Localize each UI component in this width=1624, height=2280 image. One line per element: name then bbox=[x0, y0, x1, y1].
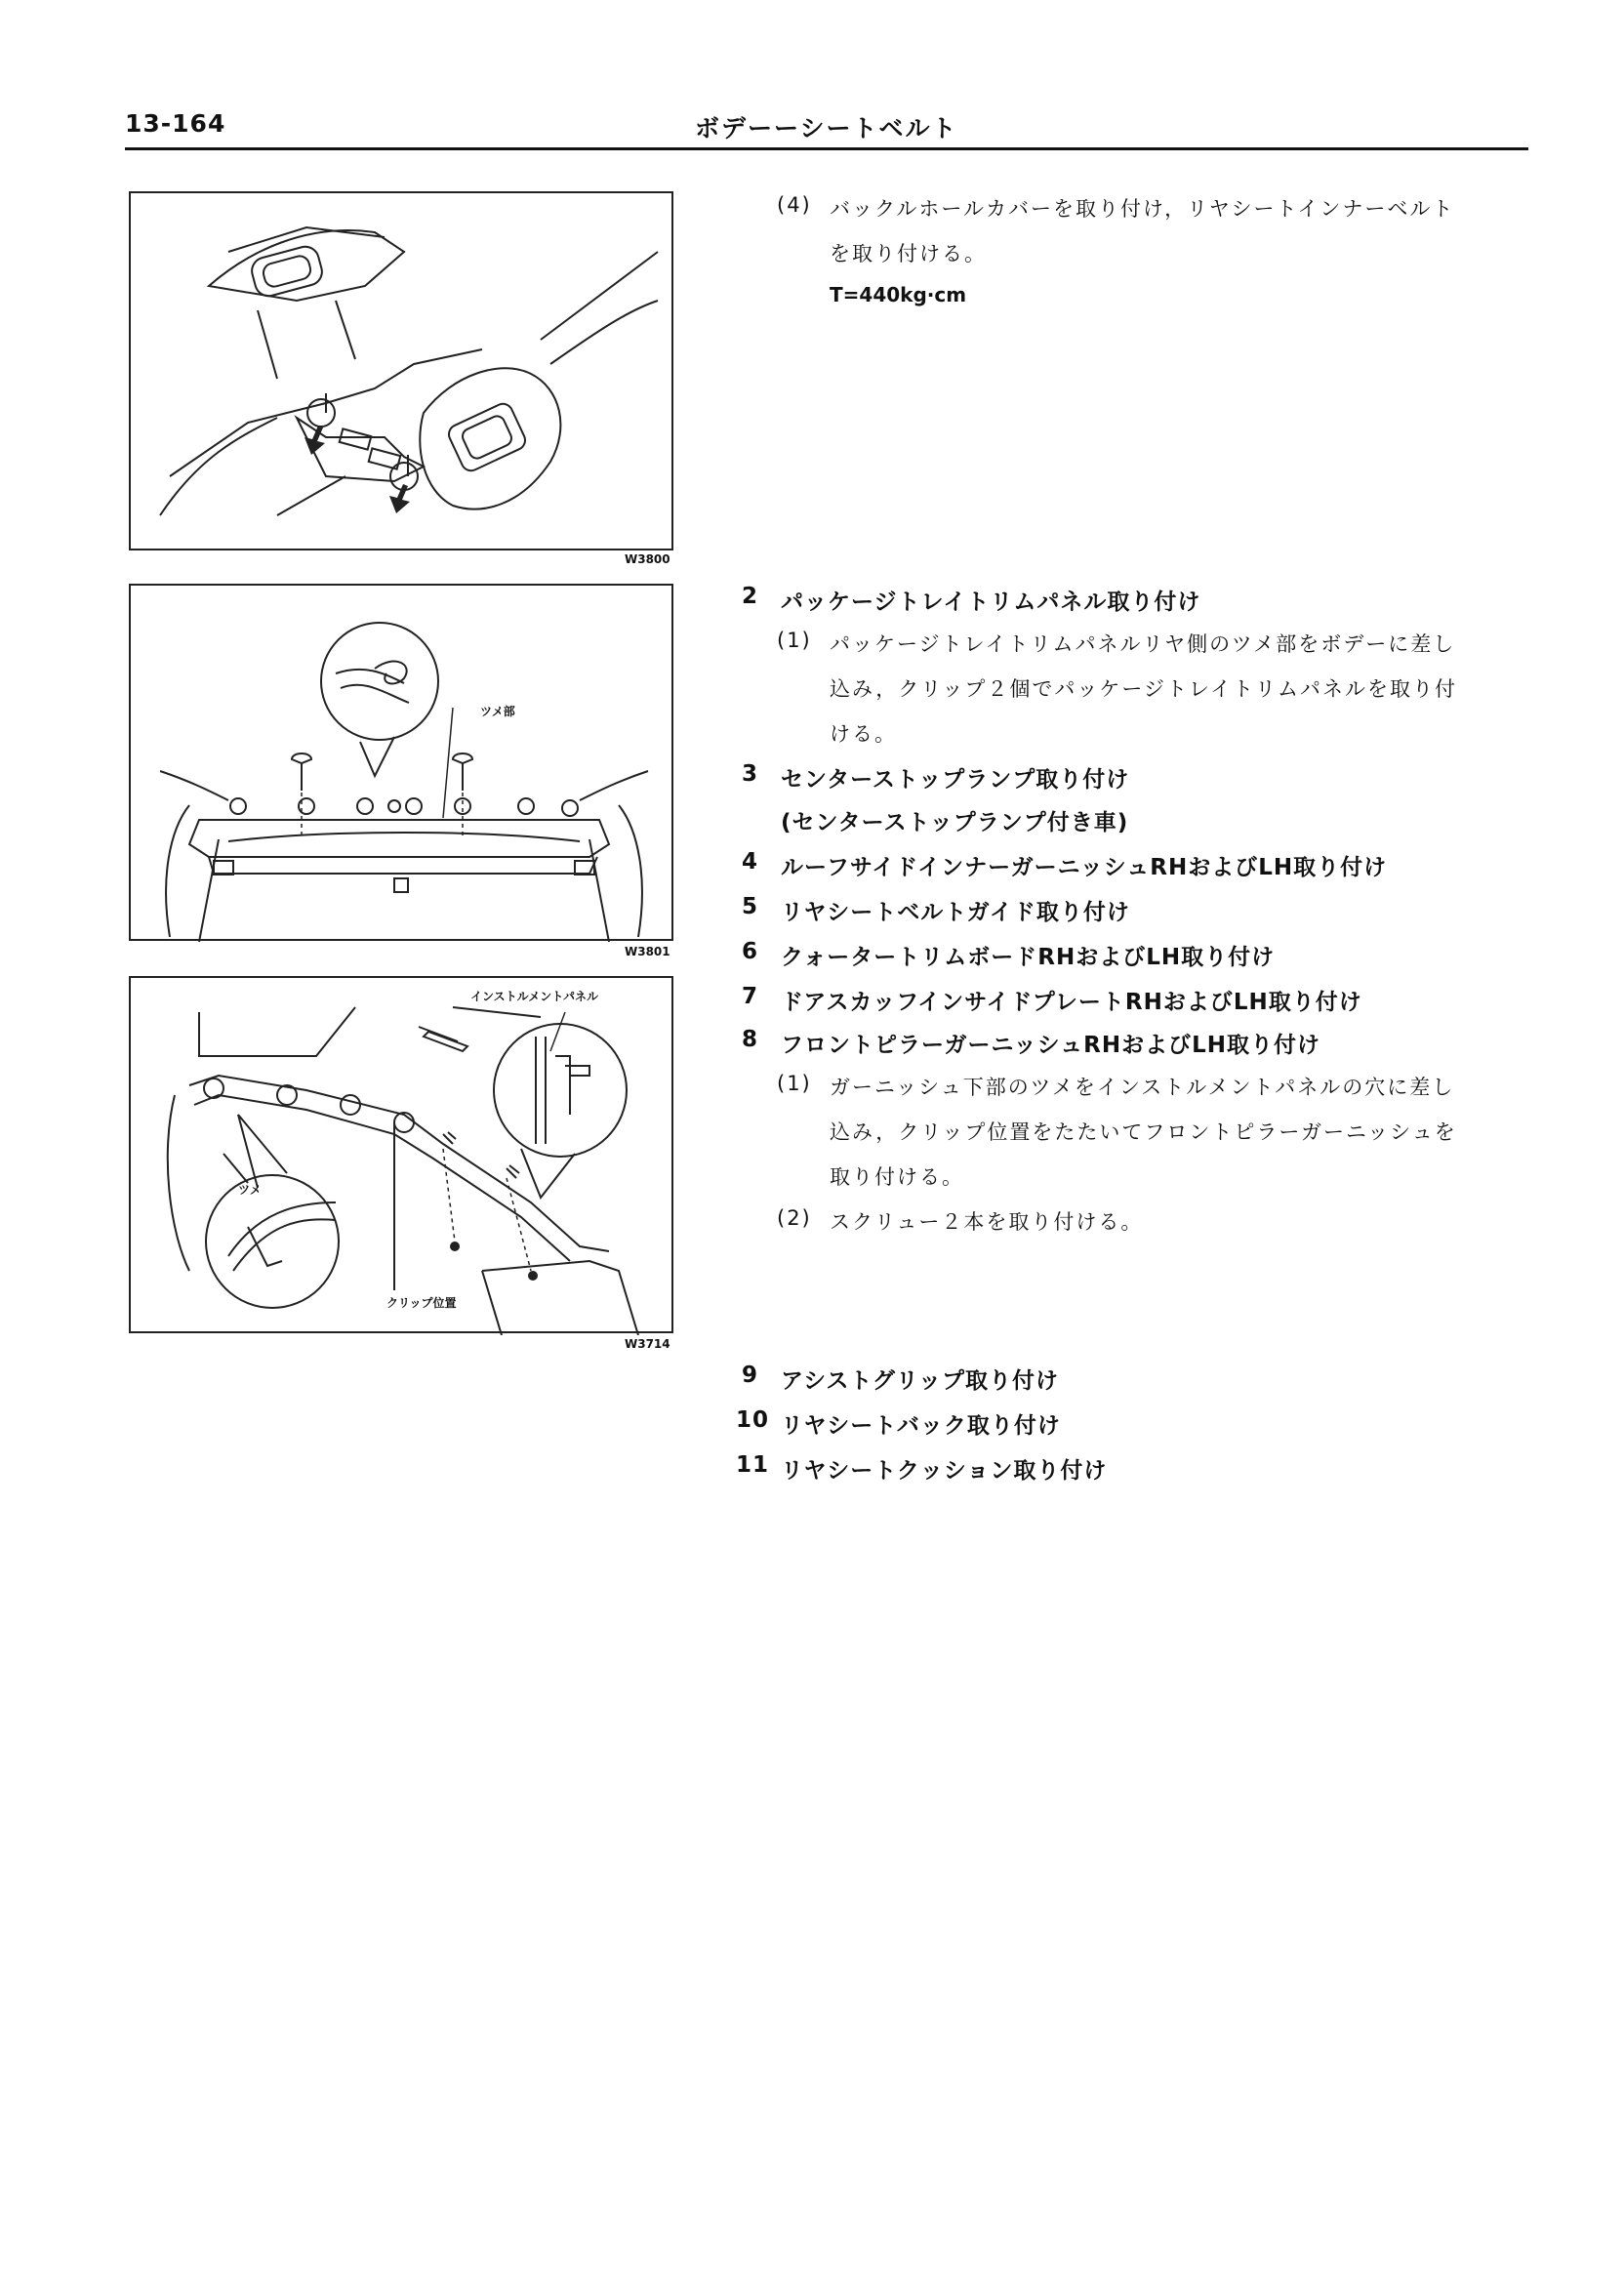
step-title: リヤシートバック取り付け bbox=[781, 1413, 1061, 1439]
substep-text: ける。 bbox=[830, 722, 897, 746]
buckle-cover-illustration bbox=[131, 193, 675, 552]
step-number: 5 bbox=[742, 894, 759, 919]
step-title: リヤシートベルトガイド取り付け bbox=[781, 900, 1130, 925]
callout-instrument-panel: インストルメントパネル bbox=[470, 990, 599, 1003]
step-title: フロントピラーガーニッシュRHおよびLH取り付け bbox=[781, 1033, 1321, 1058]
running-title: ボデーーシートベルト bbox=[695, 114, 958, 142]
step-title: アシストグリップ取り付け bbox=[781, 1368, 1060, 1394]
callout-tsume: ツメ bbox=[238, 1183, 262, 1197]
step-title: パッケージトレイトリムパネル取り付け bbox=[781, 590, 1201, 615]
substep-text: 込み，クリップ２個でパッケージトレイトリムパネルを取り付 bbox=[830, 677, 1457, 701]
step-number: 10 bbox=[736, 1407, 770, 1433]
step-number: 7 bbox=[742, 984, 759, 1009]
step-title: ドアスカッフインサイドプレートRHおよびLH取り付け bbox=[781, 990, 1362, 1015]
substep-marker: (4) bbox=[777, 193, 812, 217]
step-number: 3 bbox=[742, 761, 759, 787]
step-number: 2 bbox=[742, 584, 759, 609]
torque-spec: T=440kg·cm bbox=[830, 283, 967, 306]
substep-marker: (1) bbox=[777, 629, 812, 652]
callout-tsume-bu: ツメ部 bbox=[480, 705, 515, 718]
substep-text: 込み，クリップ位置をたたいてフロントピラーガーニッシュを bbox=[830, 1120, 1457, 1144]
step-title: センターストップランプ取り付け bbox=[781, 767, 1130, 793]
step-number: 11 bbox=[736, 1452, 770, 1478]
step-title: リヤシートクッション取り付け bbox=[781, 1458, 1108, 1484]
substep-text: パッケージトレイトリムパネルリヤ側のツメ部をボデーに差し bbox=[830, 632, 1456, 656]
step-number: 9 bbox=[742, 1363, 759, 1388]
figure-code: W3801 bbox=[625, 945, 670, 958]
figure-buckle-cover bbox=[129, 191, 673, 550]
figure-code: W3714 bbox=[625, 1337, 670, 1351]
figure-code: W3800 bbox=[625, 552, 670, 566]
figure-package-tray bbox=[129, 584, 673, 941]
figure-front-pillar bbox=[129, 976, 673, 1333]
step-title: ルーフサイドインナーガーニッシュRHおよびLH取り付け bbox=[781, 855, 1388, 880]
substep-text: ガーニッシュ下部のツメをインストルメントパネルの穴に差し bbox=[830, 1076, 1455, 1099]
package-tray-illustration bbox=[131, 586, 675, 943]
step-title: クォータートリムボードRHおよびLH取り付け bbox=[781, 945, 1276, 970]
substep-text: スクリュー２本を取り付ける。 bbox=[830, 1210, 1144, 1234]
substep-text: 取り付ける。 bbox=[830, 1165, 964, 1189]
page-number: 13-164 bbox=[125, 109, 226, 138]
step-note: (センターストップランプ付き車) bbox=[781, 810, 1129, 835]
substep-text: を取り付ける。 bbox=[830, 242, 987, 265]
substep-marker: (1) bbox=[777, 1072, 812, 1095]
step-number: 6 bbox=[742, 939, 759, 964]
header-rule bbox=[125, 147, 1528, 150]
step-number: 8 bbox=[742, 1027, 759, 1052]
callout-clip-position: クリップ位置 bbox=[386, 1296, 457, 1310]
substep-text: バックルホールカバーを取り付け，リヤシートインナーベルト bbox=[830, 197, 1455, 221]
front-pillar-illustration bbox=[131, 978, 675, 1335]
step-number: 4 bbox=[742, 849, 759, 875]
substep-marker: (2) bbox=[777, 1206, 812, 1230]
